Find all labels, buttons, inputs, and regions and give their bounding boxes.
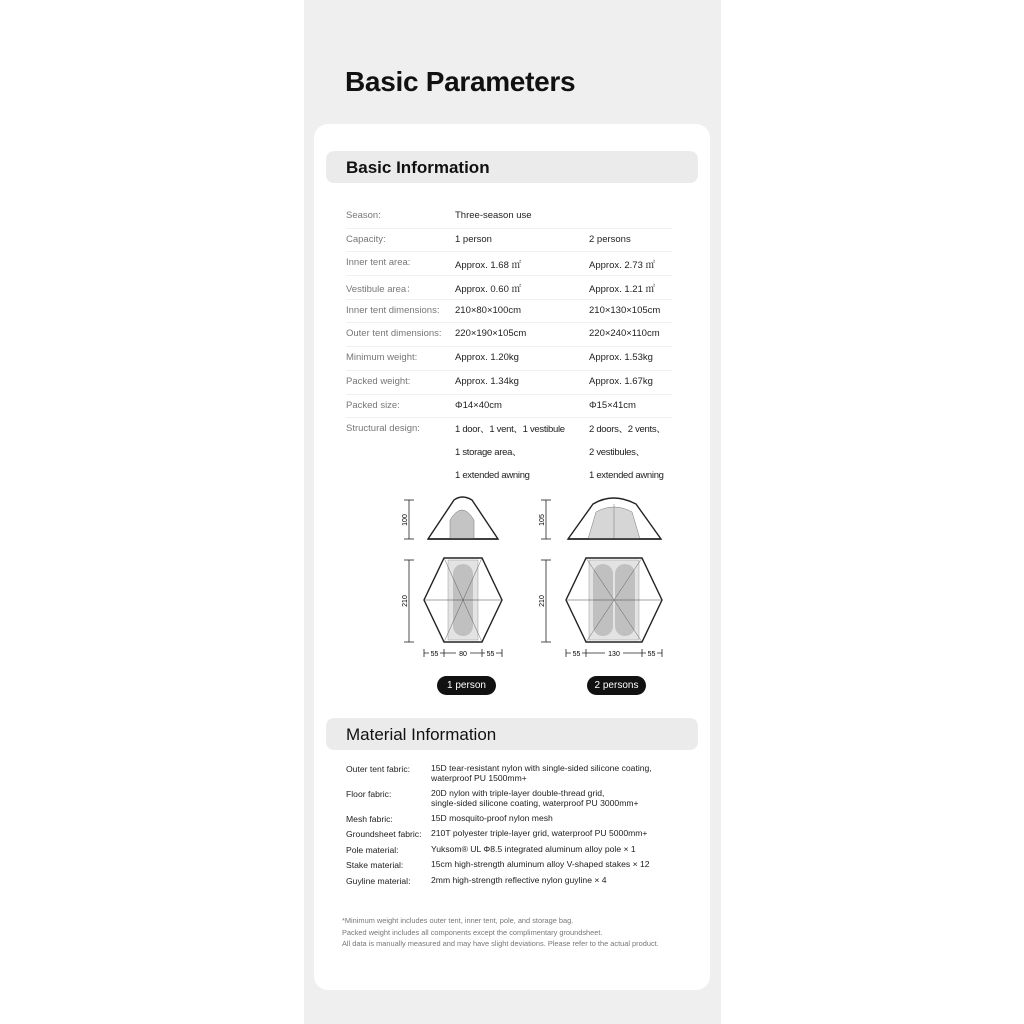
width-right-label-1p: 55	[486, 651, 495, 658]
material-info-heading: Material Information	[346, 725, 497, 744]
spec-value-2p: Approx. 1.53kg	[589, 352, 653, 364]
width-right-label-2p: 55	[647, 651, 656, 658]
material-value	[431, 814, 681, 824]
structural-line: 1 extended awning	[455, 470, 530, 482]
spec-row	[346, 323, 672, 347]
material-label: Outer tent fabric:	[346, 764, 411, 774]
caption-1-person: 1 person	[437, 676, 496, 695]
spec-value-1p: Approx. 1.20kg	[455, 352, 519, 364]
spec-label: Packed weight:	[346, 375, 411, 387]
spec-table	[346, 205, 672, 486]
tent-1p-side-view	[402, 497, 498, 539]
material-label: Groundsheet fabric:	[346, 829, 422, 839]
material-info-header	[326, 718, 698, 750]
height-label-2p: 105	[539, 514, 546, 526]
spec-row	[346, 371, 672, 395]
material-line: 15D mosquito-proof nylon mesh	[431, 813, 553, 823]
spec-row	[346, 347, 672, 371]
material-label: Stake material:	[346, 860, 404, 870]
basic-info-header	[326, 151, 698, 183]
spec-label: Capacity:	[346, 233, 386, 245]
footnote: Packed weight includes all components except the complimentary groundsheet.	[342, 927, 603, 937]
material-value	[431, 829, 681, 839]
spec-label: Vestibule area：	[346, 284, 416, 296]
spec-value-2p: 210×130×105cm	[589, 304, 661, 316]
material-value	[431, 789, 681, 808]
material-value	[431, 845, 681, 855]
tent-diagrams	[396, 490, 696, 660]
length-label-1p: 210	[402, 595, 409, 607]
material-line: single-sided silicone coating, waterproof PU 3000mm+	[431, 797, 639, 808]
width-left-label-2p: 55	[572, 651, 581, 658]
caption-2-persons: 2 persons	[587, 676, 646, 695]
material-line: 2mm high-strength reflective nylon guyline × 4	[431, 875, 607, 885]
tent-2p-side-view	[539, 498, 661, 539]
basic-info-heading: Basic Information	[346, 158, 490, 177]
spec-row	[346, 252, 672, 276]
material-label: Guyline material:	[346, 876, 411, 886]
spec-row	[346, 229, 672, 253]
length-label-2p: 210	[539, 595, 546, 607]
spec-label: Outer tent dimensions:	[346, 328, 442, 340]
structural-line: 2 vestibules、	[589, 447, 645, 459]
material-line: 15D tear-resistant nylon with single-sided silicone coating,	[431, 763, 652, 773]
spec-label: Inner tent area:	[346, 257, 411, 269]
spec-value-1p: Approx. 1.68 ㎡	[455, 260, 522, 272]
spec-label: Inner tent dimensions:	[346, 304, 440, 316]
spec-row	[346, 300, 672, 324]
tent-2p-top-view	[539, 558, 662, 658]
footnote: *Minimum weight includes outer tent, inner tent, pole, and storage bag.	[342, 916, 574, 925]
spec-value-2p	[589, 418, 666, 487]
spec-label: Minimum weight:	[346, 352, 418, 364]
spec-value-1p: Φ14×40cm	[455, 399, 502, 411]
spec-row	[346, 276, 672, 300]
material-label: Mesh fabric:	[346, 814, 393, 824]
height-label-1p: 100	[402, 514, 409, 526]
spec-value-2p: 220×240×110cm	[589, 328, 660, 340]
spec-value-2p: Φ15×41cm	[589, 399, 636, 411]
page-title: Basic Parameters	[345, 66, 576, 97]
material-label: Pole material:	[346, 845, 399, 855]
spec-row	[346, 205, 672, 229]
spec-row	[346, 395, 672, 419]
structural-line: 1 door、1 vent、1 vestibule	[455, 424, 565, 436]
material-value	[431, 876, 681, 886]
footnote: All data is manually measured and may have slight deviations. Please refer to the actual product.	[342, 939, 659, 948]
spec-value-1p: Three-season use	[455, 210, 532, 221]
spec-value-1p	[455, 418, 565, 487]
width-mid-label-1p: 80	[459, 651, 467, 658]
spec-value-2p: Approx. 2.73 ㎡	[589, 260, 656, 272]
spec-label: Structural design:	[346, 423, 420, 435]
structural-line: 2 doors、2 vents、	[589, 424, 666, 436]
material-value	[431, 860, 681, 870]
spec-value-1p: 1 person	[455, 233, 492, 245]
material-line: 20D nylon with triple-layer double-thread grid,	[431, 788, 605, 798]
material-line: waterproof PU 1500mm+	[431, 772, 527, 783]
material-line: Yuksom® UL Φ8.5 integrated aluminum alloy pole × 1	[431, 844, 636, 854]
spec-value-2p: Approx. 1.67kg	[589, 375, 653, 387]
spec-row-structural	[346, 418, 672, 486]
width-left-label-1p: 55	[430, 651, 439, 658]
spec-label: Packed size:	[346, 399, 400, 411]
material-value	[431, 764, 681, 783]
material-line: 15cm high-strength aluminum alloy V-shaped stakes × 12	[431, 859, 650, 869]
spec-value-1p: Approx. 0.60 ㎡	[455, 284, 522, 296]
spec-value-1p: 210×80×100cm	[455, 304, 522, 316]
spec-label: Season:	[346, 210, 381, 221]
footnotes	[342, 915, 659, 950]
material-line: 210T polyester triple-layer grid, waterproof PU 5000mm+	[431, 828, 648, 838]
spec-value-1p: Approx. 1.34kg	[455, 375, 519, 387]
spec-value-2p: 2 persons	[589, 233, 631, 245]
width-mid-label-2p: 130	[608, 651, 620, 658]
spec-value-2p: Approx. 1.21 ㎡	[589, 284, 656, 296]
structural-line: 1 storage area、	[455, 447, 522, 459]
material-label: Floor fabric:	[346, 789, 392, 799]
tent-1p-top-view	[402, 558, 502, 658]
spec-value-1p: 220×190×105cm	[455, 328, 527, 340]
structural-line: 1 extended awning	[589, 470, 664, 482]
